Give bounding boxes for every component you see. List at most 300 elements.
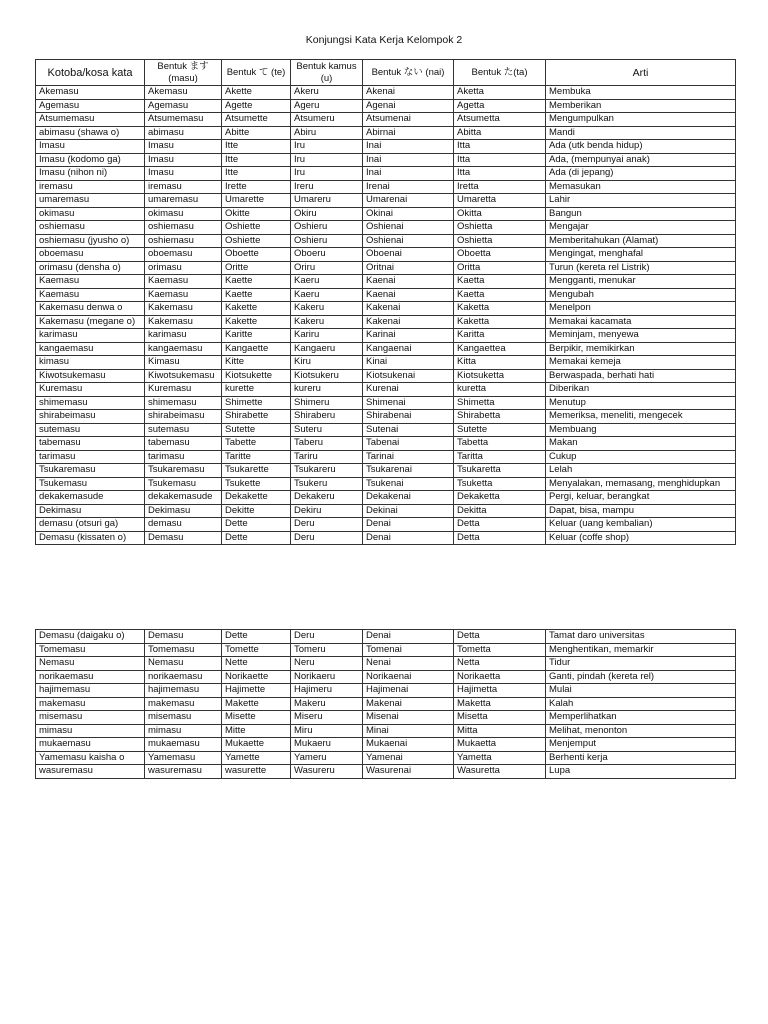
kamus-cell: Dekakeru [291,491,363,505]
ta-cell: Sutette [454,423,546,437]
nai-cell: Oshienai [363,221,454,235]
nai-cell: Kiotsukenai [363,369,454,383]
kotoba-cell: oboemasu [36,248,145,262]
masu-cell: okimasu [145,207,222,221]
nai-cell: Denai [363,531,454,545]
te-cell: Tsukette [222,477,291,491]
kotoba-cell: mimasu [36,724,145,738]
nai-cell: Kakenai [363,315,454,329]
kamus-cell: Yameru [291,751,363,765]
table-row [36,684,736,698]
te-cell: Shirabette [222,410,291,424]
ta-cell: Tabetta [454,437,546,451]
ta-cell: Atsumetta [454,113,546,127]
arti-cell: Mulai [546,684,736,698]
nai-cell: Tsukarenai [363,464,454,478]
te-cell: Dette [222,630,291,644]
kamus-cell: Kaeru [291,275,363,289]
table-row [36,275,736,289]
kamus-cell: Suteru [291,423,363,437]
masu-cell: Kuremasu [145,383,222,397]
arti-cell: Memberitahukan (Alamat) [546,234,736,248]
kamus-cell: Makeru [291,697,363,711]
ta-cell: Misetta [454,711,546,725]
nai-cell: Inai [363,153,454,167]
nai-cell: Umarenai [363,194,454,208]
te-cell: Oshiette [222,234,291,248]
kamus-cell: Deru [291,531,363,545]
masu-cell: oshiemasu [145,221,222,235]
kamus-cell: Tariru [291,450,363,464]
table-row [36,86,736,100]
arti-cell: Memberikan [546,99,736,113]
nai-cell: Kinai [363,356,454,370]
kotoba-cell: makemasu [36,697,145,711]
ta-cell: Kaetta [454,275,546,289]
table-row [36,153,736,167]
masu-cell: Agemasu [145,99,222,113]
kamus-cell: Deru [291,630,363,644]
nai-cell: Abirnai [363,126,454,140]
kamus-cell: Miru [291,724,363,738]
ta-cell: Kaetta [454,288,546,302]
table-row [36,302,736,316]
nai-cell: Dekakenai [363,491,454,505]
arti-cell: Dapat, bisa, mampu [546,504,736,518]
ta-cell: Tsukaretta [454,464,546,478]
masu-cell: tarimasu [145,450,222,464]
table-row [36,207,736,221]
kamus-cell: Ageru [291,99,363,113]
ta-cell: Taritta [454,450,546,464]
ta-cell: Kaketta [454,302,546,316]
kotoba-cell: shimemasu [36,396,145,410]
masu-cell: kangaemasu [145,342,222,356]
nai-cell: Irenai [363,180,454,194]
te-cell: Taritte [222,450,291,464]
kotoba-cell: shirabeimasu [36,410,145,424]
document-title: Konjungsi Kata Kerja Kelompok 2 [305,34,463,46]
table-row [36,194,736,208]
te-cell: Akette [222,86,291,100]
table-row [36,396,736,410]
kotoba-cell: Demasu (daigaku o) [36,630,145,644]
nai-cell: Denai [363,518,454,532]
kotoba-cell: iremasu [36,180,145,194]
arti-cell: Mengganti, menukar [546,275,736,289]
arti-cell: Ganti, pindah (kereta rel) [546,670,736,684]
kotoba-cell: Kaemasu [36,275,145,289]
ta-cell: Detta [454,518,546,532]
table-row [36,423,736,437]
table-row [36,126,736,140]
kamus-cell: Okiru [291,207,363,221]
ta-cell: Oshietta [454,234,546,248]
table-row [36,99,736,113]
arti-cell: Mandi [546,126,736,140]
nai-cell: Tomenai [363,643,454,657]
kamus-cell: Deru [291,518,363,532]
header-arti: Arti [546,60,736,86]
ta-cell: Tometta [454,643,546,657]
table-row [36,751,736,765]
nai-cell: Kurenai [363,383,454,397]
nai-cell: Kaenai [363,275,454,289]
te-cell: Tsukarette [222,464,291,478]
kotoba-cell: okimasu [36,207,145,221]
kamus-cell: Taberu [291,437,363,451]
masu-cell: iremasu [145,180,222,194]
masu-cell: Kakemasu [145,302,222,316]
kamus-cell: Shimeru [291,396,363,410]
table-row [36,342,736,356]
masu-cell: sutemasu [145,423,222,437]
arti-cell: Mengumpulkan [546,113,736,127]
nai-cell: Akenai [363,86,454,100]
kotoba-cell: Tomemasu [36,643,145,657]
header-ta: Bentuk た(ta) [454,60,546,86]
kotoba-cell: norikaemasu [36,670,145,684]
te-cell: Dette [222,531,291,545]
te-cell: Mitte [222,724,291,738]
arti-cell: Tamat daro universitas [546,630,736,644]
arti-cell: Keluar (uang kembalian) [546,518,736,532]
kamus-cell: Kaeru [291,288,363,302]
masu-cell: Yamemasu [145,751,222,765]
kotoba-cell: misemasu [36,711,145,725]
table-row [36,288,736,302]
te-cell: Atsumette [222,113,291,127]
table-row [36,437,736,451]
kamus-cell: Tsukeru [291,477,363,491]
nai-cell: Kaenai [363,288,454,302]
te-cell: Itte [222,153,291,167]
table-row [36,518,736,532]
kotoba-cell: abimasu (shawa o) [36,126,145,140]
arti-cell: Memakai kacamata [546,315,736,329]
ta-cell: Mukaetta [454,738,546,752]
te-cell: kurette [222,383,291,397]
masu-cell: Tsukemasu [145,477,222,491]
table-row [36,697,736,711]
arti-cell: Memeriksa, meneliti, mengecek [546,410,736,424]
te-cell: Kaette [222,288,291,302]
kotoba-cell: umaremasu [36,194,145,208]
nai-cell: Okinai [363,207,454,221]
arti-cell: Makan [546,437,736,451]
arti-cell: Lahir [546,194,736,208]
nai-cell: Oshienai [363,234,454,248]
table-row [36,477,736,491]
masu-cell: shimemasu [145,396,222,410]
nai-cell: Yamenai [363,751,454,765]
arti-cell: Mengubah [546,288,736,302]
table-row [36,180,736,194]
ta-cell: Okitta [454,207,546,221]
ta-cell: Itta [454,167,546,181]
te-cell: wasurette [222,765,291,779]
kotoba-cell: dekakemasude [36,491,145,505]
kotoba-cell: demasu (otsuri ga) [36,518,145,532]
te-cell: Kakette [222,302,291,316]
arti-cell: Tidur [546,657,736,671]
arti-cell: Menghentikan, memarkir [546,643,736,657]
te-cell: Misette [222,711,291,725]
kotoba-cell: Imasu [36,140,145,154]
masu-cell: oboemasu [145,248,222,262]
masu-cell: Imasu [145,153,222,167]
masu-cell: Kimasu [145,356,222,370]
masu-cell: Akemasu [145,86,222,100]
nai-cell: Sutenai [363,423,454,437]
nai-cell: Agenai [363,99,454,113]
kamus-cell: Oboeru [291,248,363,262]
nai-cell: Oritnai [363,261,454,275]
masu-cell: Dekimasu [145,504,222,518]
table-row [36,643,736,657]
table-row [36,765,736,779]
kamus-cell: Umareru [291,194,363,208]
kamus-cell: Wasureru [291,765,363,779]
masu-cell: umaremasu [145,194,222,208]
arti-cell: Membuka [546,86,736,100]
te-cell: Sutette [222,423,291,437]
kamus-cell: Iru [291,140,363,154]
kamus-cell: Oshieru [291,234,363,248]
table-row [36,657,736,671]
masu-cell: Kakemasu [145,315,222,329]
table-row [36,504,736,518]
kamus-cell: kureru [291,383,363,397]
header-nai: Bentuk ない (nai) [363,60,454,86]
arti-cell: Turun (kereta rel Listrik) [546,261,736,275]
te-cell: Irette [222,180,291,194]
masu-cell: Tsukaremasu [145,464,222,478]
kotoba-cell: Kaemasu [36,288,145,302]
table-header-row [36,60,736,86]
table-row [36,221,736,235]
ta-cell: Norikaetta [454,670,546,684]
te-cell: Umarette [222,194,291,208]
kamus-cell: Akeru [291,86,363,100]
masu-cell: Kiwotsukemasu [145,369,222,383]
nai-cell: Makenai [363,697,454,711]
nai-cell: Inai [363,167,454,181]
kotoba-cell: oshiemasu (jyusho o) [36,234,145,248]
ta-cell: Aketta [454,86,546,100]
te-cell: Mukaette [222,738,291,752]
te-cell: Norikaette [222,670,291,684]
arti-cell: Berpikir, memikirkan [546,342,736,356]
kamus-cell: Tsukareru [291,464,363,478]
ta-cell: Dekitta [454,504,546,518]
kamus-cell: Neru [291,657,363,671]
masu-cell: Demasu [145,531,222,545]
kamus-cell: Dekiru [291,504,363,518]
te-cell: Dette [222,518,291,532]
masu-cell: demasu [145,518,222,532]
te-cell: Kitte [222,356,291,370]
ta-cell: Detta [454,531,546,545]
kotoba-cell: orimasu (densha o) [36,261,145,275]
table-row [36,234,736,248]
ta-cell: Tsuketta [454,477,546,491]
verb-table-1 [35,59,736,545]
masu-cell: orimasu [145,261,222,275]
ta-cell: Hajimetta [454,684,546,698]
arti-cell: Menyalakan, memasang, menghidupkan [546,477,736,491]
kamus-cell: Abiru [291,126,363,140]
te-cell: Oboette [222,248,291,262]
table-row [36,630,736,644]
kotoba-cell: oshiemasu [36,221,145,235]
arti-cell: Diberikan [546,383,736,397]
table-row [36,670,736,684]
ta-cell: Mitta [454,724,546,738]
nai-cell: Tsukenai [363,477,454,491]
table-row [36,410,736,424]
kamus-cell: Tomeru [291,643,363,657]
kamus-cell: Kangaeru [291,342,363,356]
kotoba-cell: Akemasu [36,86,145,100]
nai-cell: Kakenai [363,302,454,316]
te-cell: Abitte [222,126,291,140]
kamus-cell: Hajimeru [291,684,363,698]
masu-cell: abimasu [145,126,222,140]
arti-cell: Kalah [546,697,736,711]
te-cell: Hajimette [222,684,291,698]
masu-cell: dekakemasude [145,491,222,505]
kotoba-cell: Atsumemasu [36,113,145,127]
masu-cell: Imasu [145,167,222,181]
arti-cell: Berwaspada, berhati hati [546,369,736,383]
arti-cell: Lelah [546,464,736,478]
kotoba-cell: Tsukemasu [36,477,145,491]
table-row [36,738,736,752]
kotoba-cell: Kuremasu [36,383,145,397]
nai-cell: Karinai [363,329,454,343]
masu-cell: mukaemasu [145,738,222,752]
nai-cell: Nenai [363,657,454,671]
nai-cell: Tabenai [363,437,454,451]
masu-cell: Atsumemasu [145,113,222,127]
arti-cell: Ada, (mempunyai anak) [546,153,736,167]
kamus-cell: Shiraberu [291,410,363,424]
table-row [36,383,736,397]
table-row [36,248,736,262]
te-cell: Oritte [222,261,291,275]
nai-cell: Shirabenai [363,410,454,424]
arti-cell: Berhenti kerja [546,751,736,765]
header-kamus: Bentuk kamus (u) [291,60,363,86]
masu-cell: mimasu [145,724,222,738]
arti-cell: Menelpon [546,302,736,316]
ta-cell: Agetta [454,99,546,113]
te-cell: Yamette [222,751,291,765]
ta-cell: Oshietta [454,221,546,235]
kotoba-cell: Agemasu [36,99,145,113]
kamus-cell: Oriru [291,261,363,275]
table-row [36,329,736,343]
arti-cell: Memasukan [546,180,736,194]
ta-cell: Oritta [454,261,546,275]
ta-cell: Maketta [454,697,546,711]
kamus-cell: Kakeru [291,302,363,316]
kotoba-cell: kimasu [36,356,145,370]
te-cell: Shimette [222,396,291,410]
header-kotoba: Kotoba/kosa kata [36,60,145,86]
te-cell: Itte [222,167,291,181]
arti-cell: Bangun [546,207,736,221]
table-row [36,356,736,370]
nai-cell: Mukaenai [363,738,454,752]
arti-cell: Menutup [546,396,736,410]
te-cell: Makette [222,697,291,711]
kamus-cell: Iru [291,153,363,167]
verb-table-2 [35,629,736,779]
table-row [36,491,736,505]
arti-cell: Menjemput [546,738,736,752]
ta-cell: Yametta [454,751,546,765]
ta-cell: Itta [454,140,546,154]
kotoba-cell: mukaemasu [36,738,145,752]
ta-cell: Kaketta [454,315,546,329]
masu-cell: tabemasu [145,437,222,451]
arti-cell: Meminjam, menyewa [546,329,736,343]
ta-cell: Dekaketta [454,491,546,505]
kamus-cell: Kakeru [291,315,363,329]
kotoba-cell: Imasu (kodomo ga) [36,153,145,167]
nai-cell: Misenai [363,711,454,725]
nai-cell: Inai [363,140,454,154]
te-cell: Nette [222,657,291,671]
nai-cell: Wasurenai [363,765,454,779]
kotoba-cell: Demasu (kissaten o) [36,531,145,545]
arti-cell: Mengingat, menghafal [546,248,736,262]
kamus-cell: Iru [291,167,363,181]
nai-cell: Tarinai [363,450,454,464]
kotoba-cell: Imasu (nihon ni) [36,167,145,181]
ta-cell: Kitta [454,356,546,370]
arti-cell: Lupa [546,765,736,779]
te-cell: Tomette [222,643,291,657]
te-cell: Kiotsukette [222,369,291,383]
kamus-cell: Norikaeru [291,670,363,684]
arti-cell: Keluar (coffe shop) [546,531,736,545]
kamus-cell: Atsumeru [291,113,363,127]
table-row [36,450,736,464]
te-cell: Kangaette [222,342,291,356]
kotoba-cell: sutemasu [36,423,145,437]
kotoba-cell: Tsukaremasu [36,464,145,478]
nai-cell: Dekinai [363,504,454,518]
table-row [36,140,736,154]
nai-cell: Shimenai [363,396,454,410]
nai-cell: Norikaenai [363,670,454,684]
ta-cell: kuretta [454,383,546,397]
masu-cell: Imasu [145,140,222,154]
header-te: Bentuk て (te) [222,60,291,86]
kotoba-cell: hajimemasu [36,684,145,698]
arti-cell: Memperlihatkan [546,711,736,725]
table-row [36,464,736,478]
ta-cell: Karitta [454,329,546,343]
kotoba-cell: tabemasu [36,437,145,451]
kotoba-cell: Kakemasu (megane o) [36,315,145,329]
kamus-cell: Oshieru [291,221,363,235]
te-cell: Okitte [222,207,291,221]
kotoba-cell: Dekimasu [36,504,145,518]
